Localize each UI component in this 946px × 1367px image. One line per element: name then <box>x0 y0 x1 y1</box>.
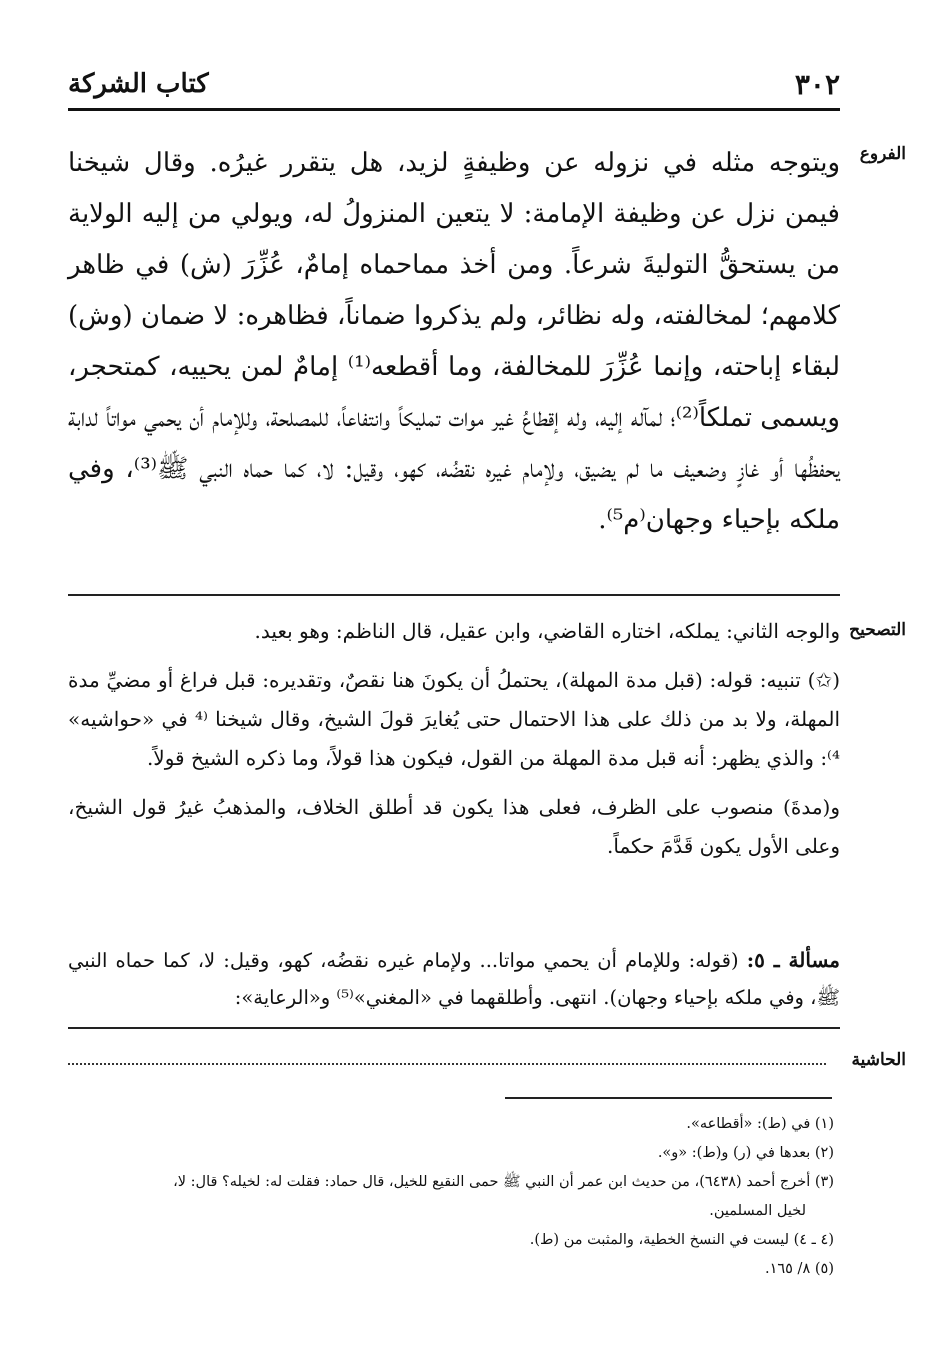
book-title: كتاب الشركة <box>68 69 209 99</box>
page-header <box>68 62 840 106</box>
tashih-paragraph-3: و(مدةَ) منصوب على الظرف، فعلى هذا يكون قد أطلق الخلاف، والمذهبُ غيرُ قول الشيخ، وعلى الأول يكون قَدَّمَ حكماً. <box>68 795 840 858</box>
page-number: ٣٠٢ <box>794 67 840 101</box>
tashih-paragraph-1: والوجه الثاني: يملكه، اختاره القاضي، وابن عقيل، قال الناظم: وهو بعيد. <box>254 619 840 643</box>
footnote-3-continued: لخيل المسلمين. <box>709 1203 806 1219</box>
section-divider <box>68 594 840 596</box>
main-text: ويتوجه مثله في نزوله عن وظيفةٍ لزيد، هل يتقرر غيرُه. وقال شيخنا فيمن نزل عن وظيفة الإمامة: لا يتعين المنزولُ له، ويولي من إليه الولاية من يستحقُّ التوليةَ شرعاً. ومن أخذ مماحماه إمامٌ، عُزِّرَ (ش) في ظاهر كلامهم؛ لمخالفته، وله نظائر، ولم يذكروا ضماناً، فظاهره: لا ضمان (وش) لبقاء إباحته، وإنما عُزِّرَ للمخالفة، وما أقطعه⁽¹⁾ إمامٌ لمن يحييه، كمتحجر، ويسمى تملكاً⁽²⁾؛ لمآله إليه، وله إقطاعُ غير موات تمليكاً وانتفاعاً، للمصلحة، وللإمام أن يحمي مواتاً لدابة يحفظُها أو غازٍ وضعيف ما لم يضيق، ولإمام غيره نقضُه، كهو، وقيل: لا، كما حماه النبي ﷺ⁽³⁾، وفي ملكه بإحياء وجهان⁽م⁵⁾. <box>68 148 841 535</box>
tashih-paragraph-2: (✩) تنبيه: قوله: (قبل مدة المهلة)، يحتملُ أن يكونَ هنا نقصٌ، وتقديره: قبل فراغ أو مضيِّ مدة المهلة، ولا بد من ذلك على هذا الاحتمال حتى يُغايرَ قولَ الشيخ، وقال شيخنا ⁽⁴ في «حواشيه» ⁴⁾: والذي يظهر: أنه قبل مدة المهلة من القول، فيكون هذا قولاً، وما ذكره الشيخ قولاً. <box>68 668 840 770</box>
label-furu: الفروع <box>859 144 906 164</box>
masala-paragraph <box>68 942 840 1016</box>
header-rule <box>68 108 840 111</box>
footnote-2: (٢) بعدها في (ر) و(ط): «و». <box>657 1145 834 1161</box>
tashih-section <box>68 612 840 866</box>
masala-label: مسألة ـ ٥: <box>746 948 841 972</box>
label-hashiya: الحاشية <box>851 1050 906 1070</box>
footnote-3: (٣) أخرج أحمد (٦٤٣٨)، من حديث ابن عمر أن النبي ﷺ حمى النقيع للخيل، قال حماد: فقلت له: لخيله؟ قال: لا، <box>173 1174 834 1190</box>
footnote-rule <box>505 1097 832 1099</box>
footnote-4: (٤ ـ ٤) ليست في النسخ الخطية، والمثبت من (ط). <box>529 1232 834 1248</box>
section-divider-2 <box>68 1027 840 1029</box>
footnote-5: (٥) ٨/ ١٦٥. <box>764 1261 834 1277</box>
masala-text: (قوله: وللإمام أن يحمي مواتا... ولإمام غيره نقضُه، كهو، وقيل: لا، كما حماه النبي ﷺ، وفي ملكه بإحياء وجهان). انتهى. وأطلقهما في «المغني»⁽⁵⁾ و«الرعاية»: <box>68 949 840 1009</box>
footnote-1: (١) في (ط): «أقطاعه». <box>686 1116 834 1132</box>
hashiya-dotted-line <box>68 1045 826 1065</box>
footnotes <box>68 1110 834 1284</box>
label-tashih: التصحيح <box>849 620 906 640</box>
